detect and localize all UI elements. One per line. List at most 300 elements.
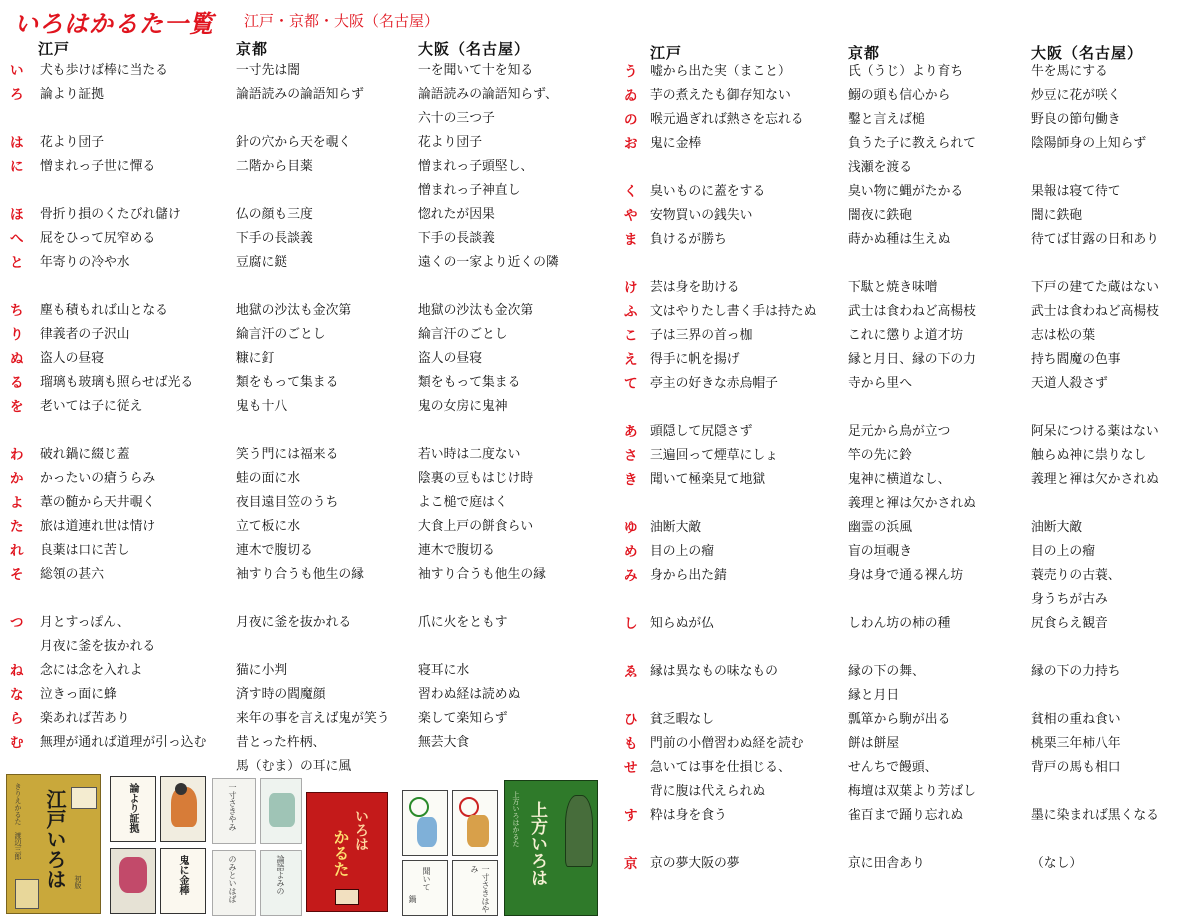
proverb-row xyxy=(0,395,600,419)
edo-proverb: 総領の甚六 xyxy=(40,567,104,582)
edo-proverb: 聞いて極楽見て地獄 xyxy=(650,472,766,487)
karuta-photo-strip xyxy=(0,770,600,921)
kana-label: や xyxy=(624,208,638,224)
kana-label: ほ xyxy=(10,207,24,223)
edo-proverb: 憎まれっ子世に憚る xyxy=(40,159,156,174)
card-nabe xyxy=(402,860,448,916)
proverb-row xyxy=(614,684,1199,708)
kyoto-proverb: 済す時の閻魔顔 xyxy=(236,687,326,702)
proverb-row xyxy=(0,275,600,299)
proverb-row xyxy=(614,132,1199,156)
card-illustration-1 xyxy=(160,776,206,842)
kana-label: ろ xyxy=(10,87,24,103)
kana-label: よ xyxy=(10,495,24,511)
proverb-row xyxy=(0,683,600,707)
kana-label: に xyxy=(10,159,24,175)
kana-label: た xyxy=(10,519,24,535)
edo-proverb: 鬼に金棒 xyxy=(650,136,702,151)
proverb-row xyxy=(614,300,1199,324)
edo-proverb: 花より団子 xyxy=(40,135,104,150)
kyoto-proverb: 京に田舎あり xyxy=(848,856,925,871)
proverb-row xyxy=(0,299,600,323)
osaka-proverb: 阿呆につける薬はない xyxy=(1031,424,1159,439)
proverb-row xyxy=(614,828,1199,852)
kyoto-proverb: 昔とった杵柄、 xyxy=(236,735,326,750)
osaka-proverb: 六十の三つ子 xyxy=(418,111,495,126)
kana-label: ね xyxy=(10,663,24,679)
kyoto-proverb: せんちで饅頭、 xyxy=(848,760,938,775)
proverb-row xyxy=(0,419,600,443)
kana-label: そ xyxy=(10,567,24,583)
osaka-proverb: 盗人の昼寝 xyxy=(418,351,482,366)
osaka-proverb: 武士は食わねど高楊枝 xyxy=(1031,304,1159,319)
osaka-proverb: 寝耳に水 xyxy=(418,663,470,678)
proverb-row xyxy=(614,324,1199,348)
kyoto-proverb: 論語読みの論語知らず xyxy=(236,87,364,102)
box4-title: 上方いろは xyxy=(527,801,547,886)
proverb-row xyxy=(614,852,1199,876)
edo-proverb: かったいの瘡うらみ xyxy=(40,471,156,486)
proverb-row xyxy=(614,444,1199,468)
proverb-row xyxy=(614,348,1199,372)
osaka-proverb: 楽して楽知らず xyxy=(418,711,508,726)
kyoto-proverb: 二階から目薬 xyxy=(236,159,313,174)
kyoto-proverb: 糠に釘 xyxy=(236,351,275,366)
osaka-proverb: 憎まれっ子頭堅し、 xyxy=(418,159,534,174)
proverb-row xyxy=(614,564,1199,588)
edo-proverb: 芸は身を助ける xyxy=(650,280,740,295)
edo-proverb: 頭隠して尻隠さず xyxy=(650,424,753,439)
edo-proverb: 臭いものに蓋をする xyxy=(650,184,766,199)
kana-label: ゑ xyxy=(624,664,638,680)
proverb-row xyxy=(614,372,1199,396)
kyoto-proverb: 立て板に水 xyxy=(236,519,300,534)
kyoto-proverb: 鬼神に横道なし、 xyxy=(848,472,951,487)
kana-label: え xyxy=(624,352,638,368)
proverb-row xyxy=(0,611,600,635)
osaka-proverb: 論語読みの論語知らず、 xyxy=(418,87,558,102)
edo-proverb: 破れ鍋に綴じ蓋 xyxy=(40,447,130,462)
kyoto-proverb: 梅壇は双葉より芳ばし xyxy=(848,784,976,799)
proverb-row xyxy=(0,107,600,131)
proverb-row xyxy=(0,491,600,515)
header-right-edo: 江戸 xyxy=(650,44,683,62)
kana-label: す xyxy=(624,808,638,824)
kyoto-proverb: 来年の事を言えば鬼が笑う xyxy=(236,711,390,726)
edo-proverb: 亭主の好きな赤烏帽子 xyxy=(650,376,778,391)
osaka-proverb: 志は松の葉 xyxy=(1031,328,1095,343)
kyoto-proverb: 餅は餅屋 xyxy=(848,736,900,751)
red-karuta-box xyxy=(306,792,388,912)
proverb-row xyxy=(0,587,600,611)
osaka-proverb: 綸言汗のごとし xyxy=(418,327,508,342)
edo-proverb: 急いては事を仕損じる、 xyxy=(650,760,791,775)
edo-proverb: 京の夢大阪の夢 xyxy=(650,856,740,871)
proverb-row xyxy=(614,636,1199,660)
card-issaki xyxy=(452,860,498,916)
kana-label: 京 xyxy=(624,856,638,872)
kyoto-proverb: 鬼も十八 xyxy=(236,399,288,414)
card-oni-text: 鬼に金棒 xyxy=(177,855,188,895)
proverb-row xyxy=(614,780,1199,804)
proverb-row xyxy=(0,347,600,371)
kana-label: る xyxy=(10,375,24,391)
kana-label: も xyxy=(624,736,638,752)
osaka-proverb: 持ち閻魔の色事 xyxy=(1031,352,1121,367)
proverb-row xyxy=(0,515,600,539)
kyoto-proverb: 類をもって集まる xyxy=(236,375,339,390)
kana-label: せ xyxy=(624,760,638,776)
proverb-row xyxy=(0,731,600,755)
osaka-proverb: 陰陽師身の上知らず xyxy=(1031,136,1147,151)
proverb-row xyxy=(614,804,1199,828)
osaka-proverb: 爪に火をともす xyxy=(418,615,508,630)
kana-label: さ xyxy=(624,448,638,464)
kyoto-proverb: しわん坊の柿の種 xyxy=(848,616,951,631)
osaka-proverb: 縁の下の力持ち xyxy=(1031,664,1121,679)
proverb-row xyxy=(0,227,600,251)
kyoto-proverb: 負うた子に教えられて xyxy=(848,136,976,151)
kamigata-iroha-box xyxy=(504,780,598,916)
kyoto-proverb: 夜目遠目笠のうち xyxy=(236,495,339,510)
edo-proverb: 瑠璃も玻璃も照らせば光る xyxy=(40,375,194,390)
kyoto-proverb: 鑿と言えば槌 xyxy=(848,112,925,127)
kyoto-proverb: 連木で腹切る xyxy=(236,543,313,558)
kyoto-proverb: 身は身で通る裸ん坊 xyxy=(848,568,964,583)
kana-label: ひ xyxy=(624,712,638,728)
edo-proverb: 得手に帆を揚げ xyxy=(650,352,740,367)
edo-proverb: 文はやりたし書く手は持たぬ xyxy=(650,304,817,319)
kyoto-proverb: 瓢箪から駒が出る xyxy=(848,712,951,727)
proverb-row xyxy=(0,563,600,587)
proverb-row xyxy=(614,468,1199,492)
kyoto-proverb: 蛙の面に水 xyxy=(236,471,300,486)
proverb-row xyxy=(614,60,1199,84)
header-left-edo: 江戸 xyxy=(38,40,71,58)
kana-label: れ xyxy=(10,543,24,559)
kyoto-proverb: これに懲りよ道才坊 xyxy=(848,328,964,343)
box3-subtitle: かるた xyxy=(331,829,350,877)
edo-proverb: 無理が通れば道理が引っ込む xyxy=(40,735,207,750)
card-kiite-text: 聞いて xyxy=(422,867,431,891)
edo-proverb: 老いては子に従え xyxy=(40,399,143,414)
card-pale-illustration xyxy=(260,778,302,844)
edo-proverb: 楽あれば苦あり xyxy=(40,711,130,726)
kyoto-proverb: 馬（むま）の耳に風 xyxy=(236,759,352,774)
card-kanabou xyxy=(110,848,156,914)
proverb-row xyxy=(0,155,600,179)
edo-proverb: 葦の髄から天井覗く xyxy=(40,495,156,510)
card-nomi-text: のみといはば xyxy=(228,855,237,903)
kana-label: ち xyxy=(10,303,24,319)
edo-proverb: 三遍回って煙草にしょ xyxy=(650,448,778,463)
osaka-proverb: 牛を馬にする xyxy=(1031,64,1108,79)
edo-proverb: 屁をひって尻窄める xyxy=(40,231,156,246)
header-right-kyoto: 京都 xyxy=(848,44,881,62)
edo-proverb: 念には念を入れよ xyxy=(40,663,143,678)
kana-label: の xyxy=(624,112,638,128)
proverb-row xyxy=(614,492,1199,516)
edo-proverb: 嘘から出た実（まこと） xyxy=(650,64,791,79)
proverb-row xyxy=(614,180,1199,204)
header-left-osaka: 大阪（名古屋） xyxy=(418,40,531,58)
kyoto-proverb: 雀百まで踊り忘れぬ xyxy=(848,808,964,823)
kyoto-proverb: 竿の先に鈴 xyxy=(848,448,912,463)
box1-title: 江戸いろは xyxy=(43,789,67,889)
osaka-proverb: 墨に染まれば黒くなる xyxy=(1031,808,1159,823)
kana-label: ぬ xyxy=(10,351,24,367)
osaka-proverb: 背戸の馬も相口 xyxy=(1031,760,1121,775)
osaka-proverb: 目の上の瘤 xyxy=(1031,544,1095,559)
proverb-row xyxy=(0,131,600,155)
kyoto-proverb: 寺から里へ xyxy=(848,376,912,391)
kyoto-proverb: 月夜に釜を抜かれる xyxy=(236,615,352,630)
card-issun xyxy=(212,778,256,844)
edo-proverb: 目の上の瘤 xyxy=(650,544,714,559)
box4-subtitle: 上方いろはかるた xyxy=(512,791,520,847)
proverb-row xyxy=(0,707,600,731)
card-rongo xyxy=(260,850,302,916)
osaka-proverb: 下戸の建てた蔵はない xyxy=(1031,280,1159,295)
edo-proverb: 盗人の昼寝 xyxy=(40,351,104,366)
osaka-proverb: 陰裏の豆もはじけ時 xyxy=(418,471,534,486)
edo-proverb: 知らぬが仏 xyxy=(650,616,714,631)
kana-label: ま xyxy=(624,232,638,248)
osaka-proverb: 蓑売りの古蓑、 xyxy=(1031,568,1121,583)
kyoto-proverb: 義理と褌は欠かされぬ xyxy=(848,496,976,511)
kyoto-proverb: 幽霊の浜風 xyxy=(848,520,912,535)
kana-label: あ xyxy=(624,424,638,440)
proverb-row xyxy=(614,156,1199,180)
kana-label: て xyxy=(624,376,638,392)
kyoto-proverb: 仏の顔も三度 xyxy=(236,207,313,222)
kana-label: は xyxy=(10,135,24,151)
kana-label: つ xyxy=(10,615,24,631)
kyoto-proverb: 武士は食わねど高楊枝 xyxy=(848,304,976,319)
proverb-row xyxy=(0,371,600,395)
kana-label: け xyxy=(624,280,638,296)
proverb-row xyxy=(614,420,1199,444)
osaka-proverb: 桃栗三年柿八年 xyxy=(1031,736,1121,751)
kyoto-proverb: 縁と月日、縁の下の力 xyxy=(848,352,976,367)
osaka-proverb: 待てば甘露の日和あり xyxy=(1031,232,1159,247)
kana-label: み xyxy=(624,568,638,584)
edo-proverb: 門前の小僧習わぬ経を読む xyxy=(650,736,804,751)
edo-proverb: 身から出た錆 xyxy=(650,568,727,583)
proverb-row xyxy=(0,635,600,659)
proverb-row xyxy=(614,84,1199,108)
proverb-row xyxy=(614,252,1199,276)
osaka-proverb: 地獄の沙汰も金次第 xyxy=(418,303,534,318)
kana-label: い xyxy=(10,63,24,79)
kyoto-proverb: 一寸先は闇 xyxy=(236,63,300,78)
kyoto-proverb: 針の穴から天を覗く xyxy=(236,135,352,150)
osaka-proverb: 花より団子 xyxy=(418,135,482,150)
osaka-proverb: 下手の長談義 xyxy=(418,231,495,246)
box1-footer: 初版 xyxy=(74,875,82,889)
card-ronyori-text: 論より証拠 xyxy=(127,783,138,833)
proverb-row xyxy=(0,251,600,275)
kana-label: う xyxy=(624,64,638,80)
kyoto-proverb: 闇夜に鉄砲 xyxy=(848,208,912,223)
proverb-row xyxy=(614,588,1199,612)
kana-label: ゐ xyxy=(624,88,638,104)
card-oni-kanabou xyxy=(160,848,206,914)
edo-proverb: 塵も積もれば山となる xyxy=(40,303,168,318)
card-nabe-text: 鍋 xyxy=(408,895,417,903)
osaka-proverb: 類をもって集まる xyxy=(418,375,521,390)
kyoto-proverb: 下駄と焼き味噌 xyxy=(848,280,938,295)
proverb-row xyxy=(614,660,1199,684)
kyoto-proverb: 盲の垣覗き xyxy=(848,544,912,559)
kana-label: ふ xyxy=(624,304,638,320)
edo-proverb: 安物買いの銭失い xyxy=(650,208,753,223)
osaka-proverb: （なし） xyxy=(1031,856,1083,871)
edo-proverb: 年寄りの冷や水 xyxy=(40,255,130,270)
kyoto-proverb: 鰯の頭も信心から xyxy=(848,88,951,103)
proverb-row xyxy=(614,228,1199,252)
edo-proverb: 月とすっぽん、 xyxy=(40,615,130,630)
edo-proverb: 貧乏暇なし xyxy=(650,712,714,727)
osaka-proverb: 尻食らえ観音 xyxy=(1031,616,1108,631)
kyoto-proverb: 袖すり合うも他生の縁 xyxy=(236,567,364,582)
kana-label: お xyxy=(624,136,638,152)
edo-proverb: 負けるが勝ち xyxy=(650,232,727,247)
kyoto-proverb: 下手の長談義 xyxy=(236,231,313,246)
edo-proverb: 月夜に釜を抜かれる xyxy=(40,639,156,654)
proverb-row xyxy=(0,659,600,683)
edo-proverb: 芋の煮えたも御存知ない xyxy=(650,88,791,103)
osaka-proverb: 身うちが古み xyxy=(1031,592,1108,607)
osaka-proverb: 袖すり合うも他生の縁 xyxy=(418,567,546,582)
proverb-row xyxy=(0,179,600,203)
card-ronyori xyxy=(110,776,156,842)
osaka-proverb: 炒豆に花が咲く xyxy=(1031,88,1121,103)
card-kana-i xyxy=(452,790,498,856)
proverb-row xyxy=(0,539,600,563)
card-nomi xyxy=(212,850,256,916)
osaka-proverb: 大食上戸の餅食らい xyxy=(418,519,534,534)
osaka-proverb: 果報は寝て待て xyxy=(1031,184,1121,199)
kyoto-proverb: 笑う門には福来る xyxy=(236,447,339,462)
box3-title: いろは xyxy=(353,809,369,851)
edo-iroha-box xyxy=(6,774,101,914)
edo-proverb: 粋は身を食う xyxy=(650,808,727,823)
osaka-proverb: 連木で腹切る xyxy=(418,543,495,558)
edo-proverb: 骨折り損のくたびれ儲け xyxy=(40,207,181,222)
proverb-row xyxy=(0,59,600,83)
edo-proverb: 背に腹は代えられぬ xyxy=(650,784,766,799)
osaka-proverb: 触らぬ神に祟りなし xyxy=(1031,448,1147,463)
osaka-proverb: 習わぬ経は読めぬ xyxy=(418,687,521,702)
kana-label: し xyxy=(624,616,638,632)
proverb-row xyxy=(614,276,1199,300)
kyoto-proverb: 縁と月日 xyxy=(848,688,900,703)
osaka-proverb: 無芸大食 xyxy=(418,735,470,750)
osaka-proverb: 遠くの一家より近くの隣 xyxy=(418,255,559,270)
kana-label: へ xyxy=(10,231,24,247)
osaka-proverb: 天道人殺さず xyxy=(1031,376,1108,391)
card-rongo-text: 論語よみの xyxy=(276,855,285,895)
card-kana-no xyxy=(402,790,448,856)
kyoto-proverb: 臭い物に蝿がたかる xyxy=(848,184,964,199)
osaka-proverb: 野良の節句働き xyxy=(1031,112,1121,127)
osaka-proverb: 義理と褌は欠かされぬ xyxy=(1031,472,1159,487)
edo-proverb: 旅は道連れ世は情け xyxy=(40,519,156,534)
kana-label: き xyxy=(624,472,638,488)
kana-label: め xyxy=(624,544,638,560)
proverb-row xyxy=(0,203,600,227)
osaka-proverb: 惚れたが因果 xyxy=(418,207,495,222)
osaka-proverb: 闇に鉄砲 xyxy=(1031,208,1083,223)
kana-label: む xyxy=(10,735,24,751)
osaka-proverb: 油断大敵 xyxy=(1031,520,1083,535)
proverb-row xyxy=(614,732,1199,756)
page-subtitle: 江戸・京都・大阪（名古屋） xyxy=(244,12,440,30)
kyoto-proverb: 地獄の沙汰も金次第 xyxy=(236,303,352,318)
edo-proverb: 油断大敵 xyxy=(650,520,702,535)
kyoto-proverb: 綸言汗のごとし xyxy=(236,327,326,342)
proverb-row xyxy=(614,612,1199,636)
proverb-row xyxy=(614,756,1199,780)
osaka-proverb: 貧相の重ね食い xyxy=(1031,712,1121,727)
header-left-kyoto: 京都 xyxy=(236,40,269,58)
header-right-osaka: 大阪（名古屋） xyxy=(1031,44,1144,62)
proverb-row xyxy=(614,540,1199,564)
edo-proverb: 律義者の子沢山 xyxy=(40,327,130,342)
proverb-row xyxy=(614,516,1199,540)
kyoto-proverb: 猫に小判 xyxy=(236,663,288,678)
box1-subtitle: きりえかるた 渡辺三郎 xyxy=(14,783,22,860)
kana-label: く xyxy=(624,184,638,200)
osaka-proverb: 憎まれっ子神直し xyxy=(418,183,521,198)
proverb-row xyxy=(614,396,1199,420)
kyoto-proverb: 足元から鳥が立つ xyxy=(848,424,951,439)
kana-label: を xyxy=(10,399,24,415)
proverb-row xyxy=(0,83,600,107)
proverb-row xyxy=(0,323,600,347)
kana-label: と xyxy=(10,255,24,271)
kana-label: ゆ xyxy=(624,520,638,536)
kana-label: ら xyxy=(10,711,24,727)
kyoto-proverb: 蒔かぬ種は生えぬ xyxy=(848,232,951,247)
proverb-row xyxy=(0,443,600,467)
osaka-proverb: 鬼の女房に鬼神 xyxy=(418,399,508,414)
kana-label: か xyxy=(10,471,24,487)
proverb-row xyxy=(614,108,1199,132)
proverb-row xyxy=(0,467,600,491)
kana-label: り xyxy=(10,327,24,343)
kana-label: こ xyxy=(624,328,638,344)
proverb-row xyxy=(614,204,1199,228)
card-issun-text: 一寸さきやみ xyxy=(228,783,237,831)
kyoto-proverb: 浅瀬を渡る xyxy=(848,160,912,175)
kana-label: わ xyxy=(10,447,24,463)
page-title: いろはかるた一覧 xyxy=(14,10,214,38)
edo-proverb: 縁は異なもの味なもの xyxy=(650,664,778,679)
kyoto-proverb: 豆腐に鎹 xyxy=(236,255,288,270)
osaka-proverb: 若い時は二度ない xyxy=(418,447,521,462)
edo-proverb: 泣きっ面に蜂 xyxy=(40,687,117,702)
osaka-proverb: 一を聞いて十を知る xyxy=(418,63,534,78)
edo-proverb: 論より証拠 xyxy=(40,87,104,102)
edo-proverb: 喉元過ぎれば熱さを忘れる xyxy=(650,112,804,127)
kyoto-proverb: 縁の下の舞、 xyxy=(848,664,925,679)
kyoto-proverb: 氏（うじ）より育ち xyxy=(848,64,964,79)
osaka-proverb: よこ槌で庭はく xyxy=(418,495,508,510)
kana-label: な xyxy=(10,687,24,703)
edo-proverb: 犬も歩けば棒に当たる xyxy=(40,63,168,78)
